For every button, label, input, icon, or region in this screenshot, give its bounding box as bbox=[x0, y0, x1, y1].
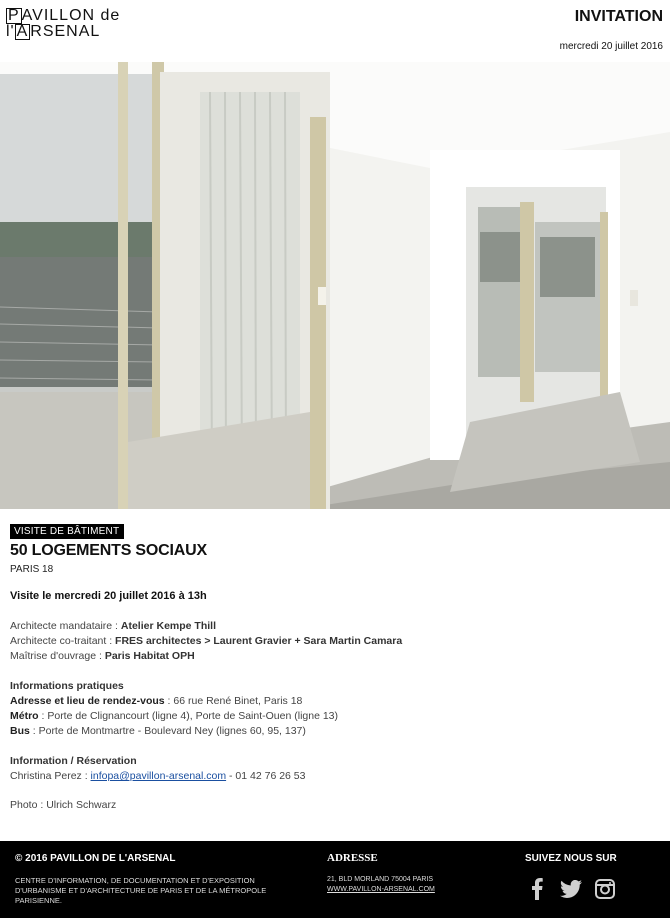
practical-info bbox=[10, 679, 660, 739]
credit-label: Architecte co-traitant : bbox=[10, 635, 113, 647]
metro-row bbox=[10, 709, 660, 724]
header bbox=[0, 0, 670, 62]
metro-label: Métro bbox=[10, 710, 39, 722]
pavillon-arsenal-logo[interactable] bbox=[6, 8, 120, 40]
logo-line1: AVILLON de bbox=[21, 7, 121, 24]
invitation-date: mercredi 20 juillet 2016 bbox=[559, 41, 663, 52]
address-value: : 66 rue René Binet, Paris 18 bbox=[164, 695, 303, 707]
metro-value: : Porte de Clignancourt (ligne 4), Porte de Saint-Ouen (ligne 13) bbox=[38, 710, 339, 722]
building-interior-photo bbox=[0, 62, 670, 509]
visit-prefix: Visite le bbox=[10, 590, 52, 602]
bus-label: Bus bbox=[10, 725, 30, 737]
credit-label: Architecte mandataire : bbox=[10, 620, 118, 632]
event-district: PARIS 18 bbox=[10, 564, 54, 575]
hero-photo bbox=[0, 62, 670, 509]
credit-row bbox=[10, 619, 660, 634]
footer-social-title: SUIVEZ NOUS SUR bbox=[525, 853, 617, 864]
footer-copyright: © 2016 PAVILLON DE L'ARSENAL bbox=[15, 853, 176, 864]
visit-date: mercredi 20 juillet 2016 à 13h bbox=[54, 590, 207, 602]
contact-phone: - 01 42 76 26 53 bbox=[226, 770, 306, 782]
contact-name: Christina Perez : bbox=[10, 770, 91, 782]
credit-row bbox=[10, 649, 660, 664]
event-content bbox=[10, 521, 660, 811]
reservation-title: Information / Réservation bbox=[10, 755, 137, 767]
invitation-title: INVITATION bbox=[574, 8, 663, 25]
bus-value: : Porte de Montmartre - Boulevard Ney (lignes 60, 95, 137) bbox=[29, 725, 306, 737]
bus-row bbox=[10, 724, 660, 739]
footer bbox=[0, 841, 670, 918]
reservation-contact-row bbox=[10, 769, 660, 784]
twitter-icon[interactable] bbox=[560, 878, 582, 900]
footer-description: CENTRE D'INFORMATION, DE DOCUMENTATION ET D'EXPOSITION D'URBANISME ET D'ARCHITECTURE DE PARIS ET DE LA MÉTROPOLE PARISIENNE. bbox=[15, 876, 267, 905]
address-label: Adresse et lieu de rendez-vous bbox=[10, 695, 165, 707]
facebook-icon[interactable] bbox=[526, 878, 548, 900]
footer-address bbox=[327, 875, 435, 895]
social-icons bbox=[526, 878, 616, 900]
address-row bbox=[10, 694, 660, 709]
credit-value: Paris Habitat OPH bbox=[104, 650, 195, 662]
logo-line2: RSENAL bbox=[30, 23, 101, 40]
footer-address-title: ADRESSE bbox=[327, 852, 378, 864]
event-title: 50 LOGEMENTS SOCIAUX bbox=[10, 542, 207, 559]
credit-value: FRES architectes > Laurent Gravier + Sara Martin Camara bbox=[115, 635, 403, 647]
footer-address-line: 21, BLD MORLAND 75004 PARIS bbox=[327, 876, 434, 883]
footer-website-link[interactable]: WWW.PAVILLON-ARSENAL.COM bbox=[327, 886, 435, 893]
event-type-badge: VISITE DE BÂTIMENT bbox=[10, 524, 124, 539]
photo-credit: Photo : Ulrich Schwarz bbox=[10, 799, 117, 811]
logo-boxed-letter-p: P bbox=[8, 7, 20, 24]
logo-boxed-letter-a: A bbox=[16, 23, 29, 40]
instagram-icon[interactable] bbox=[594, 878, 616, 900]
credits-block bbox=[10, 619, 660, 664]
logo-line2-prefix: l' bbox=[6, 23, 15, 40]
contact-email-link[interactable]: infopa@pavillon-arsenal.com bbox=[90, 770, 227, 782]
visit-datetime bbox=[10, 590, 660, 602]
credit-label: Maîtrise d'ouvrage : bbox=[10, 650, 102, 662]
credit-row bbox=[10, 634, 660, 649]
credit-value: Atelier Kempe Thill bbox=[120, 620, 216, 632]
reservation-info bbox=[10, 754, 660, 784]
practical-info-title: Informations pratiques bbox=[10, 680, 124, 692]
